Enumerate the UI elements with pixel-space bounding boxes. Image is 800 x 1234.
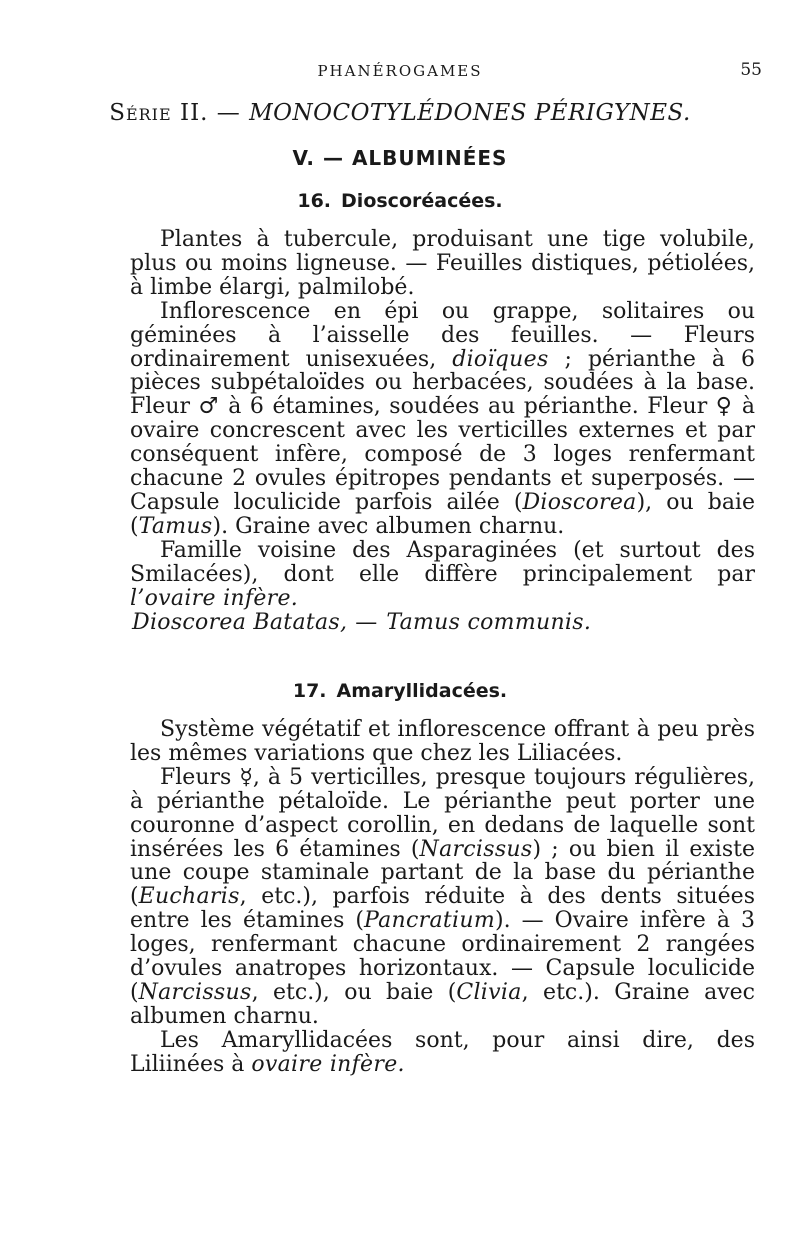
- italic-run: Tamus communis.: [386, 609, 592, 635]
- text-run: , etc.), ou baie (: [251, 979, 457, 1005]
- paragraph: [130, 300, 755, 539]
- paragraph: [130, 539, 755, 611]
- family-number: 16.: [297, 190, 332, 212]
- running-title: PHANÉROGAMES: [317, 62, 483, 80]
- text-run: ) ; ou bien il existe une coupe staminale partant de la base du périanthe (: [130, 836, 755, 910]
- italic-run: Dioscorea: [522, 489, 637, 515]
- italic-run: ovaire infère.: [251, 1051, 405, 1077]
- paragraph: [130, 1029, 755, 1077]
- italic-run: Clivia: [456, 979, 522, 1005]
- text-run: ). Graine avec albumen charnu.: [212, 513, 565, 539]
- text-run: , etc.), parfois réduite à des dents situées entre les étamines (: [130, 884, 755, 934]
- family-name: Amaryllidacées.: [336, 680, 508, 702]
- text-run: ; périanthe à 6 pièces subpétaloïdes ou herbacées, soudées à la base. Fleur ♂ à 6 étamines, soudées au périanthe. Fleur ♀ à ovaire concrescent avec les verticilles externes et par conséquent infère, composé de 3 loges renfermant chacune 2 ovules épitropes pendants et superposés. — Capsule loculicide parfois ailée (: [130, 346, 755, 515]
- family-number: 17.: [292, 680, 327, 702]
- series-heading: [0, 100, 800, 126]
- text-run: , etc.). Graine avec albumen charnu.: [130, 979, 755, 1029]
- family-heading-dioscoreacees: [0, 190, 800, 212]
- italic-run: Eucharis: [138, 884, 240, 910]
- family-heading-amaryllidacees: [0, 680, 800, 702]
- text-run: —: [347, 609, 387, 635]
- group-heading: V. — ALBUMINÉES: [292, 146, 508, 170]
- italic-run: dioïques: [452, 346, 549, 372]
- text-run: Les Amaryllidacées sont, pour ainsi dire, des Liliinées à: [130, 1027, 755, 1077]
- italic-run: Narcissus: [419, 836, 533, 862]
- text-run: Système végétatif et inflorescence offrant à peu près les mêmes variations que chez les Liliacées.: [130, 717, 755, 766]
- series-title: MONOCOTYLÉDONES PÉRIGYNES.: [249, 100, 691, 126]
- example-species: [130, 611, 755, 635]
- italic-run: Tamus: [138, 513, 213, 539]
- page-number: 55: [740, 60, 762, 80]
- text-run: ), ou baie (: [130, 489, 755, 539]
- text-run: Inflorescence en épi ou grappe, solitaires ou géminées à l’aisselle des feuilles. — Fleurs ordinairement unisexuées,: [130, 298, 755, 372]
- text-run: ). — Ovaire infère à 3 loges, renfermant chacune ordinairement 2 rangées d’ovules anatropes horizontaux. — Capsule loculicide (: [130, 908, 755, 1005]
- series-dash: —: [216, 100, 241, 126]
- italic-run: l’ovaire infère.: [130, 585, 299, 611]
- italic-run: Narcissus: [138, 979, 252, 1005]
- paragraph: [130, 718, 755, 766]
- family-name: Dioscoréacées.: [341, 190, 503, 212]
- text-run: Famille voisine des Asparaginées (et surtout des Smilacées), dont elle diffère principalement par: [130, 537, 755, 587]
- family-description-amaryllidacees: [130, 718, 755, 1077]
- text-run: Plantes à tubercule, produisant une tige volubile, plus ou moins ligneuse. — Feuilles distiques, pétiolées, à limbe élargi, palmilobé.: [130, 227, 755, 300]
- series-label: Série II.: [109, 100, 209, 126]
- family-description-dioscoreacees: [130, 228, 755, 634]
- italic-run: Pancratium: [364, 908, 495, 934]
- paragraph: [130, 766, 755, 1029]
- italic-run: Dioscorea Batatas,: [132, 609, 348, 635]
- text-run: Fleurs ☿, à 5 verticilles, presque toujours régulières, à périanthe pétaloïde. Le périanthe peut porter une couronne d’aspect corollin, en dedans de laquelle sont insérées les 6 étamines (: [130, 764, 755, 862]
- paragraph: [130, 228, 755, 300]
